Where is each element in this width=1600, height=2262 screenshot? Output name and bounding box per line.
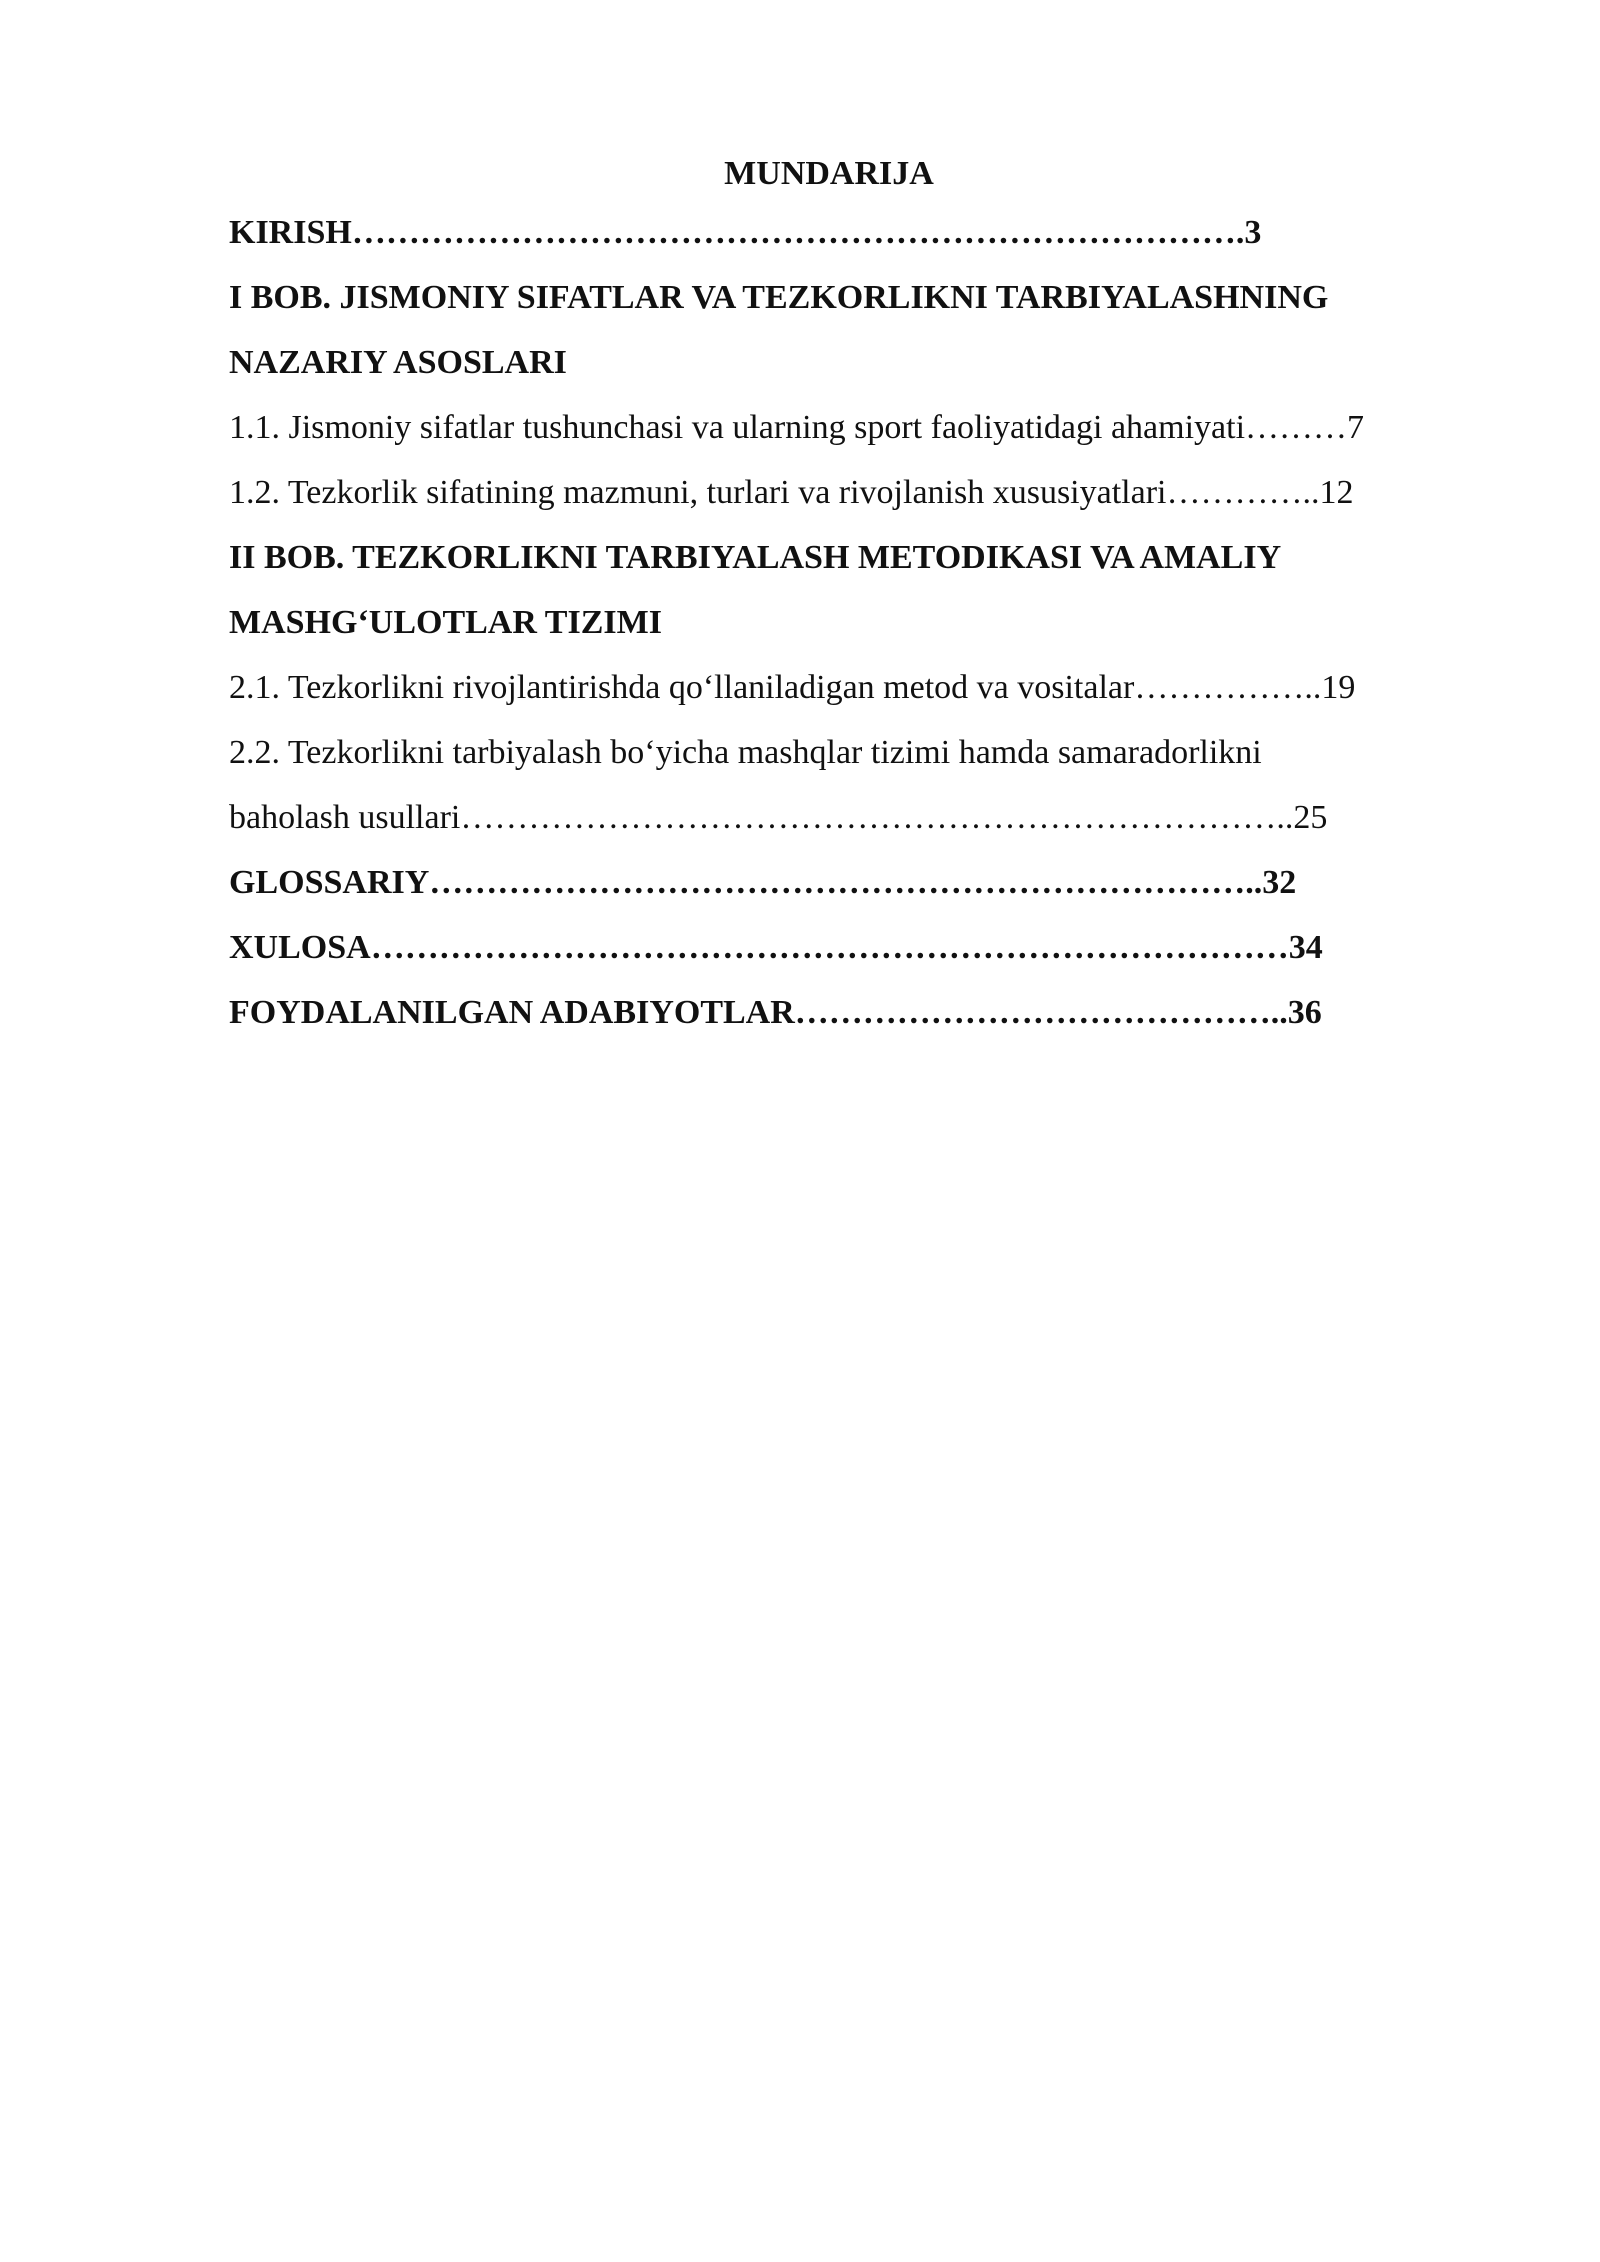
toc-entry-label: MASHG‘ULOTLAR TIZIMI [229,604,662,641]
toc-leader: ……… [1245,409,1348,446]
toc-entry-label: 1.2. Tezkorlik sifatining mazmuni, turlari va rivojlanish xususiyatlari [229,474,1167,511]
toc-chapter-2-heading [229,525,1489,590]
toc-leader: …………….. [1134,669,1322,706]
toc-page-number: 36 [1287,994,1322,1031]
toc-entry-1-1 [229,395,1489,460]
toc-chapter-1-heading [229,265,1489,330]
toc-leader: …………………………………….. [794,994,1288,1031]
toc-leader: ……………………………………………………………….. [429,864,1263,901]
toc-entry-2-1 [229,655,1489,720]
toc-chapter-1-heading-cont [229,330,1489,395]
toc-page-number: 25 [1293,799,1328,836]
table-of-contents [229,148,1489,1045]
toc-leader: ……………………………………………………………………. [351,214,1245,251]
toc-page-number: 7 [1347,409,1365,446]
toc-page-number: 12 [1319,474,1354,511]
toc-page-number: 32 [1262,864,1297,901]
toc-entry-label: XULOSA [229,929,371,966]
toc-entry-2-2-cont [229,785,1489,850]
toc-entry-2-2 [229,720,1489,785]
toc-entry-label: KIRISH [229,214,352,251]
toc-leader: ……………………………………………………………………… [370,929,1289,966]
toc-entry-label: FOYDALANILGAN ADABIYOTLAR [229,994,795,1031]
toc-leader: ………….. [1166,474,1320,511]
toc-entry-xulosa [229,915,1489,980]
toc-entry-label: NAZARIY ASOSLARI [229,344,567,381]
toc-chapter-2-heading-cont [229,590,1489,655]
toc-page-number: 19 [1321,669,1356,706]
toc-page-number: 3 [1244,214,1262,251]
toc-entry-label: I BOB. JISMONIY SIFATLAR VA TEZKORLIKNI TARBIYALASHNING [229,279,1329,316]
toc-entry-label: 2.1. Tezkorlikni rivojlantirishda qo‘llaniladigan metod va vositalar [229,669,1135,706]
toc-entry-kirish [229,200,1489,265]
toc-entry-label: II BOB. TEZKORLIKNI TARBIYALASH METODIKASI VA AMALIY [229,539,1282,576]
toc-entry-label: 1.1. Jismoniy sifatlar tushunchasi va ularning sport faoliyatidagi ahamiyati [229,409,1246,446]
toc-entry-label: GLOSSARIY [229,864,430,901]
toc-entry-label: baholash usullari [229,799,461,836]
toc-entry-1-2 [229,460,1489,525]
page-title: MUNDARIJA [724,155,934,192]
toc-page-number: 34 [1288,929,1323,966]
toc-entry-adabiyotlar [229,980,1489,1045]
toc-entry-glossariy [229,850,1489,915]
toc-leader: ……………………………………………………………….. [460,799,1294,836]
toc-entry-label: 2.2. Tezkorlikni tarbiyalash bo‘yicha mashqlar tizimi hamda samaradorlikni [229,734,1262,771]
